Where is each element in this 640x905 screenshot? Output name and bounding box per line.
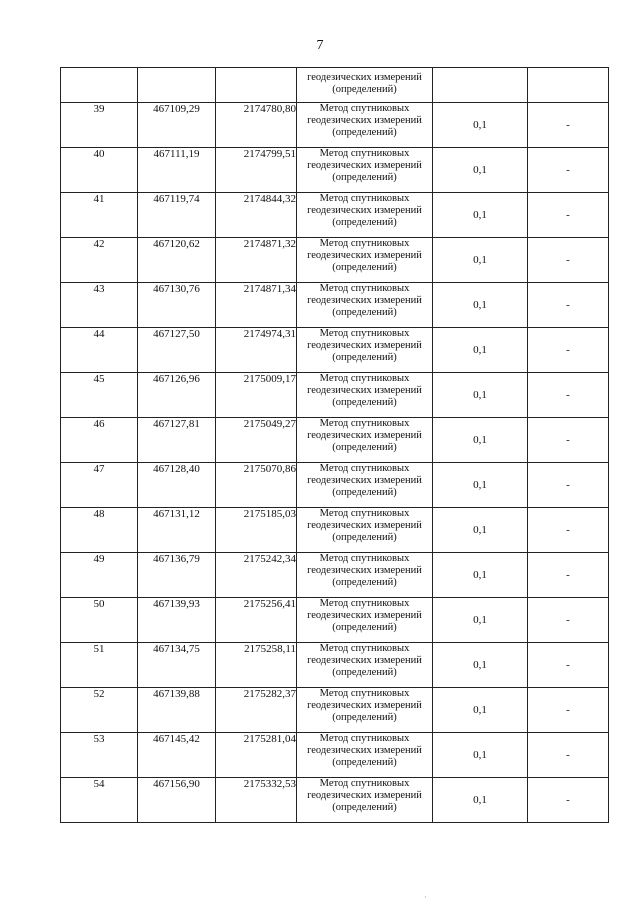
cell-number: 53: [61, 733, 138, 778]
cell-method: Метод спутниковых геодезических измерений (определений): [297, 418, 433, 463]
cell-number: 41: [61, 193, 138, 238]
table-row: [61, 688, 609, 733]
cell-accuracy: 0,1: [433, 238, 528, 283]
cell-accuracy: 0,1: [433, 103, 528, 148]
cell-accuracy: 0,1: [433, 688, 528, 733]
cell-method: Метод спутниковых геодезических измерений (определений): [297, 463, 433, 508]
cell-number: 49: [61, 553, 138, 598]
cell-number: 48: [61, 508, 138, 553]
table-row: [61, 553, 609, 598]
cell-note: -: [528, 373, 609, 418]
cell-method: Метод спутниковых геодезических измерений (определений): [297, 733, 433, 778]
cell-number: 43: [61, 283, 138, 328]
cell-note: -: [528, 688, 609, 733]
cell-x: 467156,90: [138, 778, 216, 823]
coordinates-table-body: [61, 68, 609, 823]
cell-y: 2174871,34: [216, 283, 297, 328]
cell-x: 467119,74: [138, 193, 216, 238]
table-row: [61, 418, 609, 463]
cell-number: 45: [61, 373, 138, 418]
cell-y: 2175256,41: [216, 598, 297, 643]
table-row: [61, 643, 609, 688]
cell-y: 2175281,04: [216, 733, 297, 778]
cell-method: Метод спутниковых геодезических измерений (определений): [297, 643, 433, 688]
cell-accuracy: 0,1: [433, 733, 528, 778]
cell-y: 2174974,31: [216, 328, 297, 373]
cell-accuracy: 0,1: [433, 193, 528, 238]
cell-x: 467134,75: [138, 643, 216, 688]
cell-x: 467130,76: [138, 283, 216, 328]
scan-speck: ·: [424, 893, 427, 902]
table-row: [61, 508, 609, 553]
cell-method: Метод спутниковых геодезических измерений (определений): [297, 688, 433, 733]
table-row: [61, 193, 609, 238]
cell-y: 2175049,27: [216, 418, 297, 463]
cell-note: -: [528, 193, 609, 238]
cell-y: 2175185,03: [216, 508, 297, 553]
cell-y: 2175332,53: [216, 778, 297, 823]
cell-accuracy: 0,1: [433, 553, 528, 598]
cell-method: геодезических измерений (определений): [297, 68, 433, 103]
cell-x: 467127,81: [138, 418, 216, 463]
cell-number: 50: [61, 598, 138, 643]
cell-accuracy: 0,1: [433, 328, 528, 373]
cell-note: -: [528, 328, 609, 373]
cell-accuracy: 0,1: [433, 508, 528, 553]
cell-accuracy: 0,1: [433, 778, 528, 823]
cell-number: [61, 68, 138, 103]
cell-x: 467111,19: [138, 148, 216, 193]
cell-accuracy: 0,1: [433, 283, 528, 328]
cell-accuracy: 0,1: [433, 463, 528, 508]
cell-y: 2175282,37: [216, 688, 297, 733]
cell-x: 467139,88: [138, 688, 216, 733]
cell-note: -: [528, 103, 609, 148]
page-number: 7: [316, 38, 324, 53]
cell-number: 39: [61, 103, 138, 148]
cell-accuracy: 0,1: [433, 598, 528, 643]
cell-y: 2174844,32: [216, 193, 297, 238]
cell-x: 467109,29: [138, 103, 216, 148]
cell-x: 467126,96: [138, 373, 216, 418]
cell-number: 51: [61, 643, 138, 688]
cell-x: 467136,79: [138, 553, 216, 598]
cell-y: 2175242,34: [216, 553, 297, 598]
cell-number: 54: [61, 778, 138, 823]
cell-y: 2175070,86: [216, 463, 297, 508]
cell-note: -: [528, 553, 609, 598]
table-row: [61, 778, 609, 823]
cell-note: -: [528, 733, 609, 778]
table-row-continued: [61, 68, 609, 103]
cell-x: 467139,93: [138, 598, 216, 643]
cell-method: Метод спутниковых геодезических измерений (определений): [297, 193, 433, 238]
table-row: [61, 238, 609, 283]
cell-y: 2175009,17: [216, 373, 297, 418]
cell-number: 42: [61, 238, 138, 283]
cell-x: 467120,62: [138, 238, 216, 283]
cell-method: Метод спутниковых геодезических измерений (определений): [297, 553, 433, 598]
table-row: [61, 598, 609, 643]
cell-number: 40: [61, 148, 138, 193]
cell-accuracy: 0,1: [433, 418, 528, 463]
table-row: [61, 283, 609, 328]
cell-x: 467131,12: [138, 508, 216, 553]
cell-number: 52: [61, 688, 138, 733]
cell-method: Метод спутниковых геодезических измерений (определений): [297, 778, 433, 823]
table-row: [61, 103, 609, 148]
cell-x: 467128,40: [138, 463, 216, 508]
cell-method: Метод спутниковых геодезических измерений (определений): [297, 328, 433, 373]
cell-method: Метод спутниковых геодезических измерений (определений): [297, 373, 433, 418]
cell-y: 2174780,80: [216, 103, 297, 148]
cell-note: -: [528, 148, 609, 193]
cell-number: 46: [61, 418, 138, 463]
cell-note: -: [528, 463, 609, 508]
cell-method: Метод спутниковых геодезических измерений (определений): [297, 103, 433, 148]
cell-accuracy: 0,1: [433, 643, 528, 688]
table-row: [61, 463, 609, 508]
cell-x: 467145,42: [138, 733, 216, 778]
cell-method: Метод спутниковых геодезических измерений (определений): [297, 508, 433, 553]
cell-note: -: [528, 778, 609, 823]
cell-x: [138, 68, 216, 103]
cell-y: 2174799,51: [216, 148, 297, 193]
coordinates-table: [60, 67, 609, 823]
cell-note: -: [528, 643, 609, 688]
table-row: [61, 733, 609, 778]
cell-accuracy: 0,1: [433, 148, 528, 193]
cell-y: 2174871,32: [216, 238, 297, 283]
cell-number: 47: [61, 463, 138, 508]
table-row: [61, 373, 609, 418]
table-row: [61, 148, 609, 193]
cell-note: -: [528, 283, 609, 328]
cell-accuracy: 0,1: [433, 373, 528, 418]
table-row: [61, 328, 609, 373]
cell-note: -: [528, 418, 609, 463]
cell-note: -: [528, 238, 609, 283]
cell-number: 44: [61, 328, 138, 373]
cell-y: [216, 68, 297, 103]
cell-x: 467127,50: [138, 328, 216, 373]
cell-note: [528, 68, 609, 103]
cell-y: 2175258,11: [216, 643, 297, 688]
cell-accuracy: [433, 68, 528, 103]
cell-method: Метод спутниковых геодезических измерений (определений): [297, 598, 433, 643]
cell-note: -: [528, 598, 609, 643]
cell-method: Метод спутниковых геодезических измерений (определений): [297, 283, 433, 328]
cell-method: Метод спутниковых геодезических измерений (определений): [297, 238, 433, 283]
cell-note: -: [528, 508, 609, 553]
cell-method: Метод спутниковых геодезических измерений (определений): [297, 148, 433, 193]
